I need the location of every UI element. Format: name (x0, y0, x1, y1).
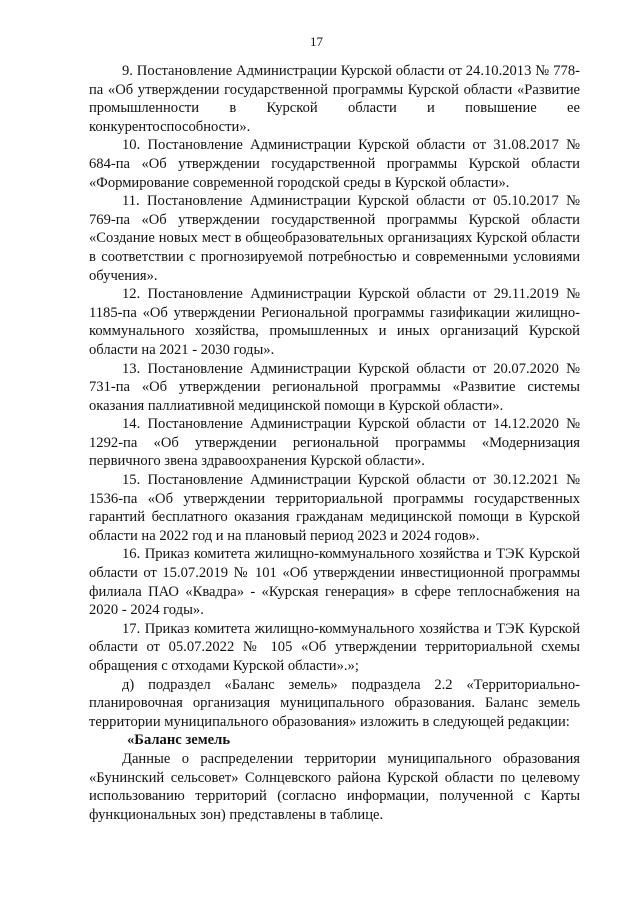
paragraph-land-balance: Данные о распределении территории муниципального образования «Бунинский сельсовет» Солнцевского района Курской области по целевому использованию территорий (согласно информации, полученной с Карты функциональных зон) представлены в таблице. (89, 750, 580, 823)
paragraph-item-14: 14. Постановление Администрации Курской области от 14.12.2020 № 1292-па «Об утверждении региональной программы «Модернизация первичного звена здравоохранения Курской области». (89, 416, 580, 470)
paragraph-item-15: 15. Постановление Администрации Курской области от 30.12.2021 № 1536-па «Об утверждении территориальной программы государственных гарантий бесплатного оказания гражданам медицинской помощи в Курской области на 2022 год и на плановый период 2023 и 2024 годов». (89, 472, 580, 544)
document-body (89, 62, 580, 824)
paragraph-item-17: 17. Приказ комитета жилищно-коммунального хозяйства и ТЭК Курской области от 05.07.2022 № 105 «Об утверждении территориальной схемы обращения с отходами Курской области».»; (89, 620, 580, 674)
paragraph-item-11: 11. Постановление Администрации Курской области от 05.10.2017 № 769-па «Об утверждении государственной программы Курской области «Создание новых мест в общеобразовательных организациях Курской области в соответствии с прогнозируемой потребностью и современными условиями обучения». (89, 193, 580, 284)
paragraph-item-10: 10. Постановление Администрации Курской области от 31.08.2017 № 684-па «Об утверждении государственной программы Курской области «Формирование современной городской среды в Курской области». (89, 137, 580, 191)
paragraph-item-12: 12. Постановление Администрации Курской области от 29.11.2019 № 1185-па «Об утверждении Региональной программы газификации жилищно-коммунального хозяйства, промышленных и иных организаций Курской области на 2021 - 2030 годы». (89, 286, 580, 358)
paragraph-subsection-d: д) подраздел «Баланс земель» подраздела 2.2 «Территориально-планировочная организация муниципального образования. Баланс земель территории муниципального образования» изложить в следующей редакции: (89, 676, 580, 730)
paragraph-item-13: 13. Постановление Администрации Курской области от 20.07.2020 № 731-па «Об утверждении региональной программы «Развитие системы оказания паллиативной медицинской помощи в Курской области». (89, 360, 580, 414)
page-number: 17 (310, 34, 323, 49)
paragraph-item-16: 16. Приказ комитета жилищно-коммунального хозяйства и ТЭК Курской области от 15.07.2019 № 101 «Об утверждении инвестиционной программы филиала ПАО «Квадра» - «Курская генерация» в сфере теплоснабжения на 2020 - 2024 годы». (89, 546, 580, 619)
paragraph-item-9: 9. Постановление Администрации Курской области от 24.10.2013 № 778-па «Об утверждении государственной программы Курской области «Развитие промышленности в Курской области и повышение ее конкурентоспособности». (89, 63, 580, 135)
section-heading: «Баланс земель (127, 732, 231, 749)
